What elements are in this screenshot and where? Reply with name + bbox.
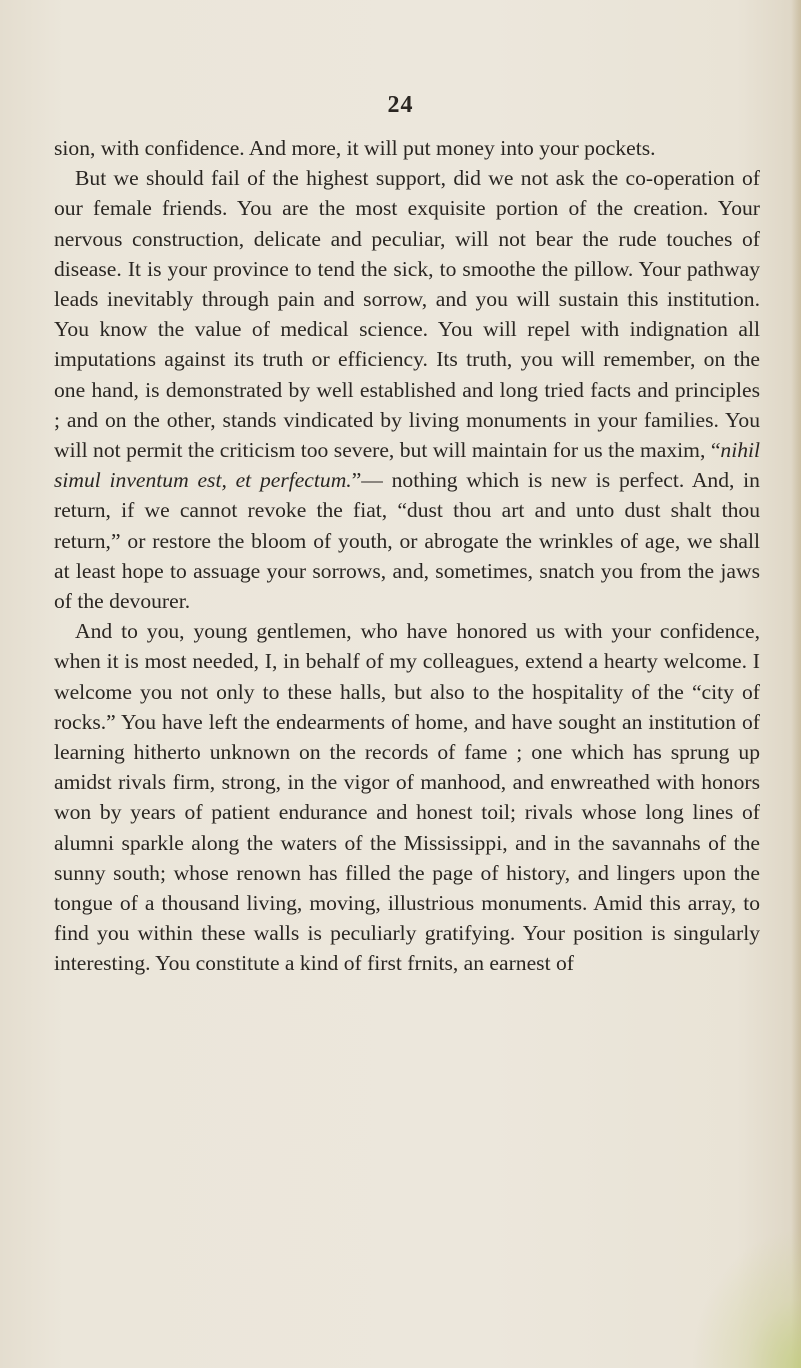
paragraph-young-gentlemen: And to you, young gentlemen, who have honored us with your confidence, when it is most needed, I, in behalf of my colleagues, extend a hearty welcome. I welcome you not only to these halls, but also to the hospitality of the “city of rocks.” You have left the endearments of home, and have sought an institution of learning hitherto unknown on the records of fame ; one which has sprung up amidst rivals firm, strong, in the vigor of manhood, and enwreathed with honors won by years of patient endurance and honest toil; rivals whose long lines of alumni sparkle along the waters of the Mississippi, and in the savannahs of the sunny south; whose renown has filled the page of history, and lingers upon the tongue of a thousand living, moving, illustrious monuments. Amid this array, to find you within these walls is peculiarly gratifying. Your position is singularly interesting. You constitute a kind of first frnits, an earnest of — [54, 619, 760, 976]
paragraph-text-before-maxim: But we should fail of the highest support, did we not ask the co-operation of our female friends. You are the most exquisite portion of the creation. Your nervous construction, delicate and peculiar, will not bear the rude touches of disease. It is your province to tend the sick, to smoothe the pillow. Your pathway leads inevitably through pain and sorrow, and you will sustain this institution. You know the value of medical science. You will repel with indignation all imputations against its truth or efficiency. Its truth, you will remember, on the one hand, is demonstrated by well established and long tried facts and principles ; and on the other, stands vindicated by living monuments in your families. You will not permit the criticism too severe, but will maintain for us the maxim, “ — [54, 166, 760, 463]
paragraph-female-friends — [54, 163, 760, 616]
body-text — [54, 133, 760, 979]
corner-stain — [691, 1228, 801, 1368]
page-number: 24 — [387, 92, 414, 118]
page-edge-shadow — [791, 0, 801, 1368]
latin-maxim: nihil simul inventum est, et perfectum. — [54, 438, 760, 493]
paragraph-text-after-maxim: ”— nothing which is new is perfect. And, in return, if we cannot revoke the fiat, “dust thou art and unto dust shalt thou return,” or restore the bloom of youth, or abrogate the wrinkles of age, we shall at least hope to assuage your sorrows, and, sometimes, snatch you from the jaws of the devourer. — [54, 468, 760, 614]
paragraph-continued: sion, with confidence. And more, it will put money into your pockets. — [54, 136, 656, 160]
